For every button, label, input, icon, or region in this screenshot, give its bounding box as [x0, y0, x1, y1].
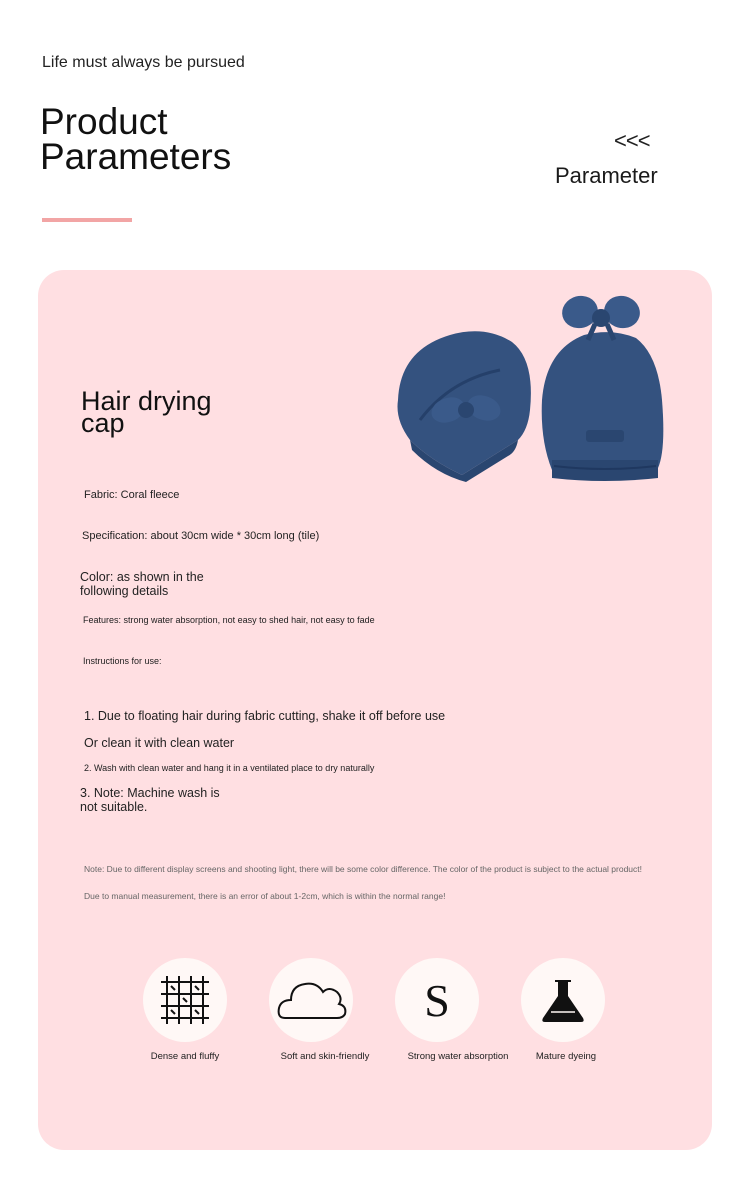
feature-label-dyeing: Mature dyeing — [535, 1051, 597, 1062]
instruction-step-1: 1. Due to floating hair during fabric cutting, shake it off before use — [84, 709, 446, 723]
spec-fabric: Fabric: Coral fleece — [84, 489, 180, 501]
product-name — [81, 386, 212, 438]
spec-specification: Specification: about 30cm wide * 30cm long (tile) — [82, 530, 320, 542]
instructions-title: Instructions for use: — [83, 656, 162, 666]
tagline: Life must always be pursued — [42, 54, 245, 71]
instruction-step-3 — [80, 786, 220, 814]
left-cap — [398, 331, 531, 482]
instruction-step-3-line-2: not suitable. — [80, 800, 148, 814]
instruction-step-2: 2. Wash with clean water and hang it in a ventilated place to dry naturally — [84, 763, 375, 773]
note-measurement: Due to manual measurement, there is an error of about 1-2cm, which is within the normal range! — [84, 891, 446, 901]
accent-underline — [42, 218, 132, 222]
spec-features: Features: strong water absorption, not easy to shed hair, not easy to fade — [83, 615, 375, 625]
parameter-label: Parameter — [555, 163, 658, 188]
weave-icon — [143, 958, 227, 1042]
hair-drying-caps-image — [390, 290, 670, 485]
instruction-step-1b: Or clean it with clean water — [84, 736, 235, 750]
spec-color-line-2: following details — [80, 584, 169, 598]
title-line-2: Parameters — [40, 136, 232, 177]
svg-text:S: S — [424, 975, 450, 1026]
note-color-difference: Note: Due to different display screens and shooting light, there will be some color difference. The color of the product is subject to the actual product! — [84, 864, 643, 874]
page-title — [40, 101, 232, 177]
cloud-icon — [269, 958, 353, 1042]
product-name-line-1: Hair drying — [81, 386, 212, 416]
spec-color — [80, 570, 204, 598]
chevrons-icon: <<< — [614, 128, 650, 153]
right-cap — [542, 292, 664, 481]
title-line-1: Product — [40, 101, 168, 142]
instruction-step-3-line-1: 3. Note: Machine wash is — [80, 786, 220, 800]
flask-icon — [521, 958, 605, 1042]
spec-color-line-1: Color: as shown in the — [80, 570, 204, 584]
letter-s-icon — [395, 958, 479, 1042]
product-name-line-2: cap — [81, 408, 125, 438]
feature-label-absorption: Strong water absorption — [407, 1051, 509, 1062]
feature-label-dense: Dense and fluffy — [150, 1051, 220, 1062]
feature-label-soft: Soft and skin-friendly — [280, 1051, 370, 1062]
